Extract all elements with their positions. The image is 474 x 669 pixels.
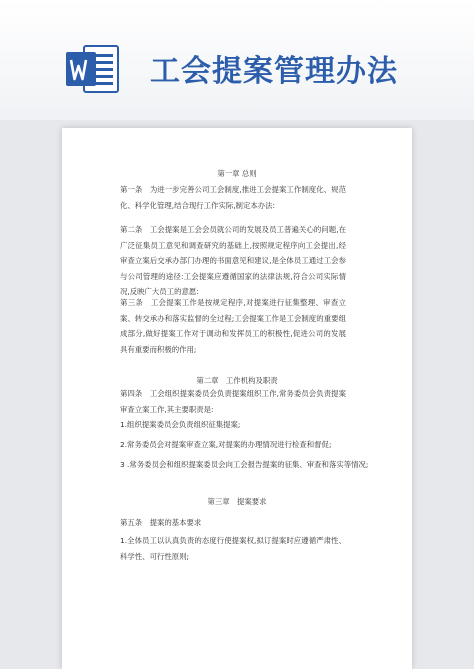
header-banner <box>0 0 474 120</box>
chapter3-heading: 第三章 提案要求 <box>207 497 267 506</box>
word-document-icon <box>64 42 122 96</box>
chapter2-heading: 第二章 工作机构及职责 <box>196 376 278 385</box>
article-2: 第二条 工会提案是工会会员就公司的发展及员工普遍关心的问题,在广泛征集员工意见和调查研究的基础上,按照规定程序向工会提出,经审查立案后交承办部门办理的书面意见和建议,是全体员工通过工会参与公司管理的途径:工会提案应遵循国家的法律法规,符合公司实际情况,反映广大员工的意愿: <box>120 225 346 296</box>
article-1: 第一条 为进一步完善公司工会制度,推进工会提案工作制度化、规范化、科学化管理,结合现行工作实际,制定本办法: <box>120 185 346 210</box>
list-item: 1.组织提案委员会负责组织征集提案; <box>120 420 241 429</box>
article-5-item-1: 1.全体员工以认真负责的态度行使提案权,拟订提案时应遵循严肃性、科学性、可行性原则; <box>120 536 346 561</box>
list-item: 3 .常务委员会和组织提案委员会向工会报告提案的征集、审查和落实等情况; <box>120 460 369 469</box>
chapter1-heading: 第一章 总则 <box>217 169 257 178</box>
article-5: 第五条 提案的基本要求 <box>120 518 202 527</box>
article-4: 第四条 工会组织提案委员会负责提案组织工作,常务委员会负责提案审查立案工作,其主要职责是: <box>120 389 346 414</box>
list-item: 2.常务委员会对提案审查立案,对提案的办理情况进行检查和督促; <box>120 440 332 449</box>
document-page <box>62 128 412 669</box>
page-title: 工会提案管理办法 <box>150 54 398 89</box>
article-3: 第三条 工会提案工作是按规定程序,对提案进行征集整理、审查立案、转交承办和落实监督的全过程;工会提案工作是工会制度的重要组成部分,做好提案工作对于调动和发挥员工的积极性,促进公司的发展具有重要而积极的作用; <box>120 298 346 354</box>
